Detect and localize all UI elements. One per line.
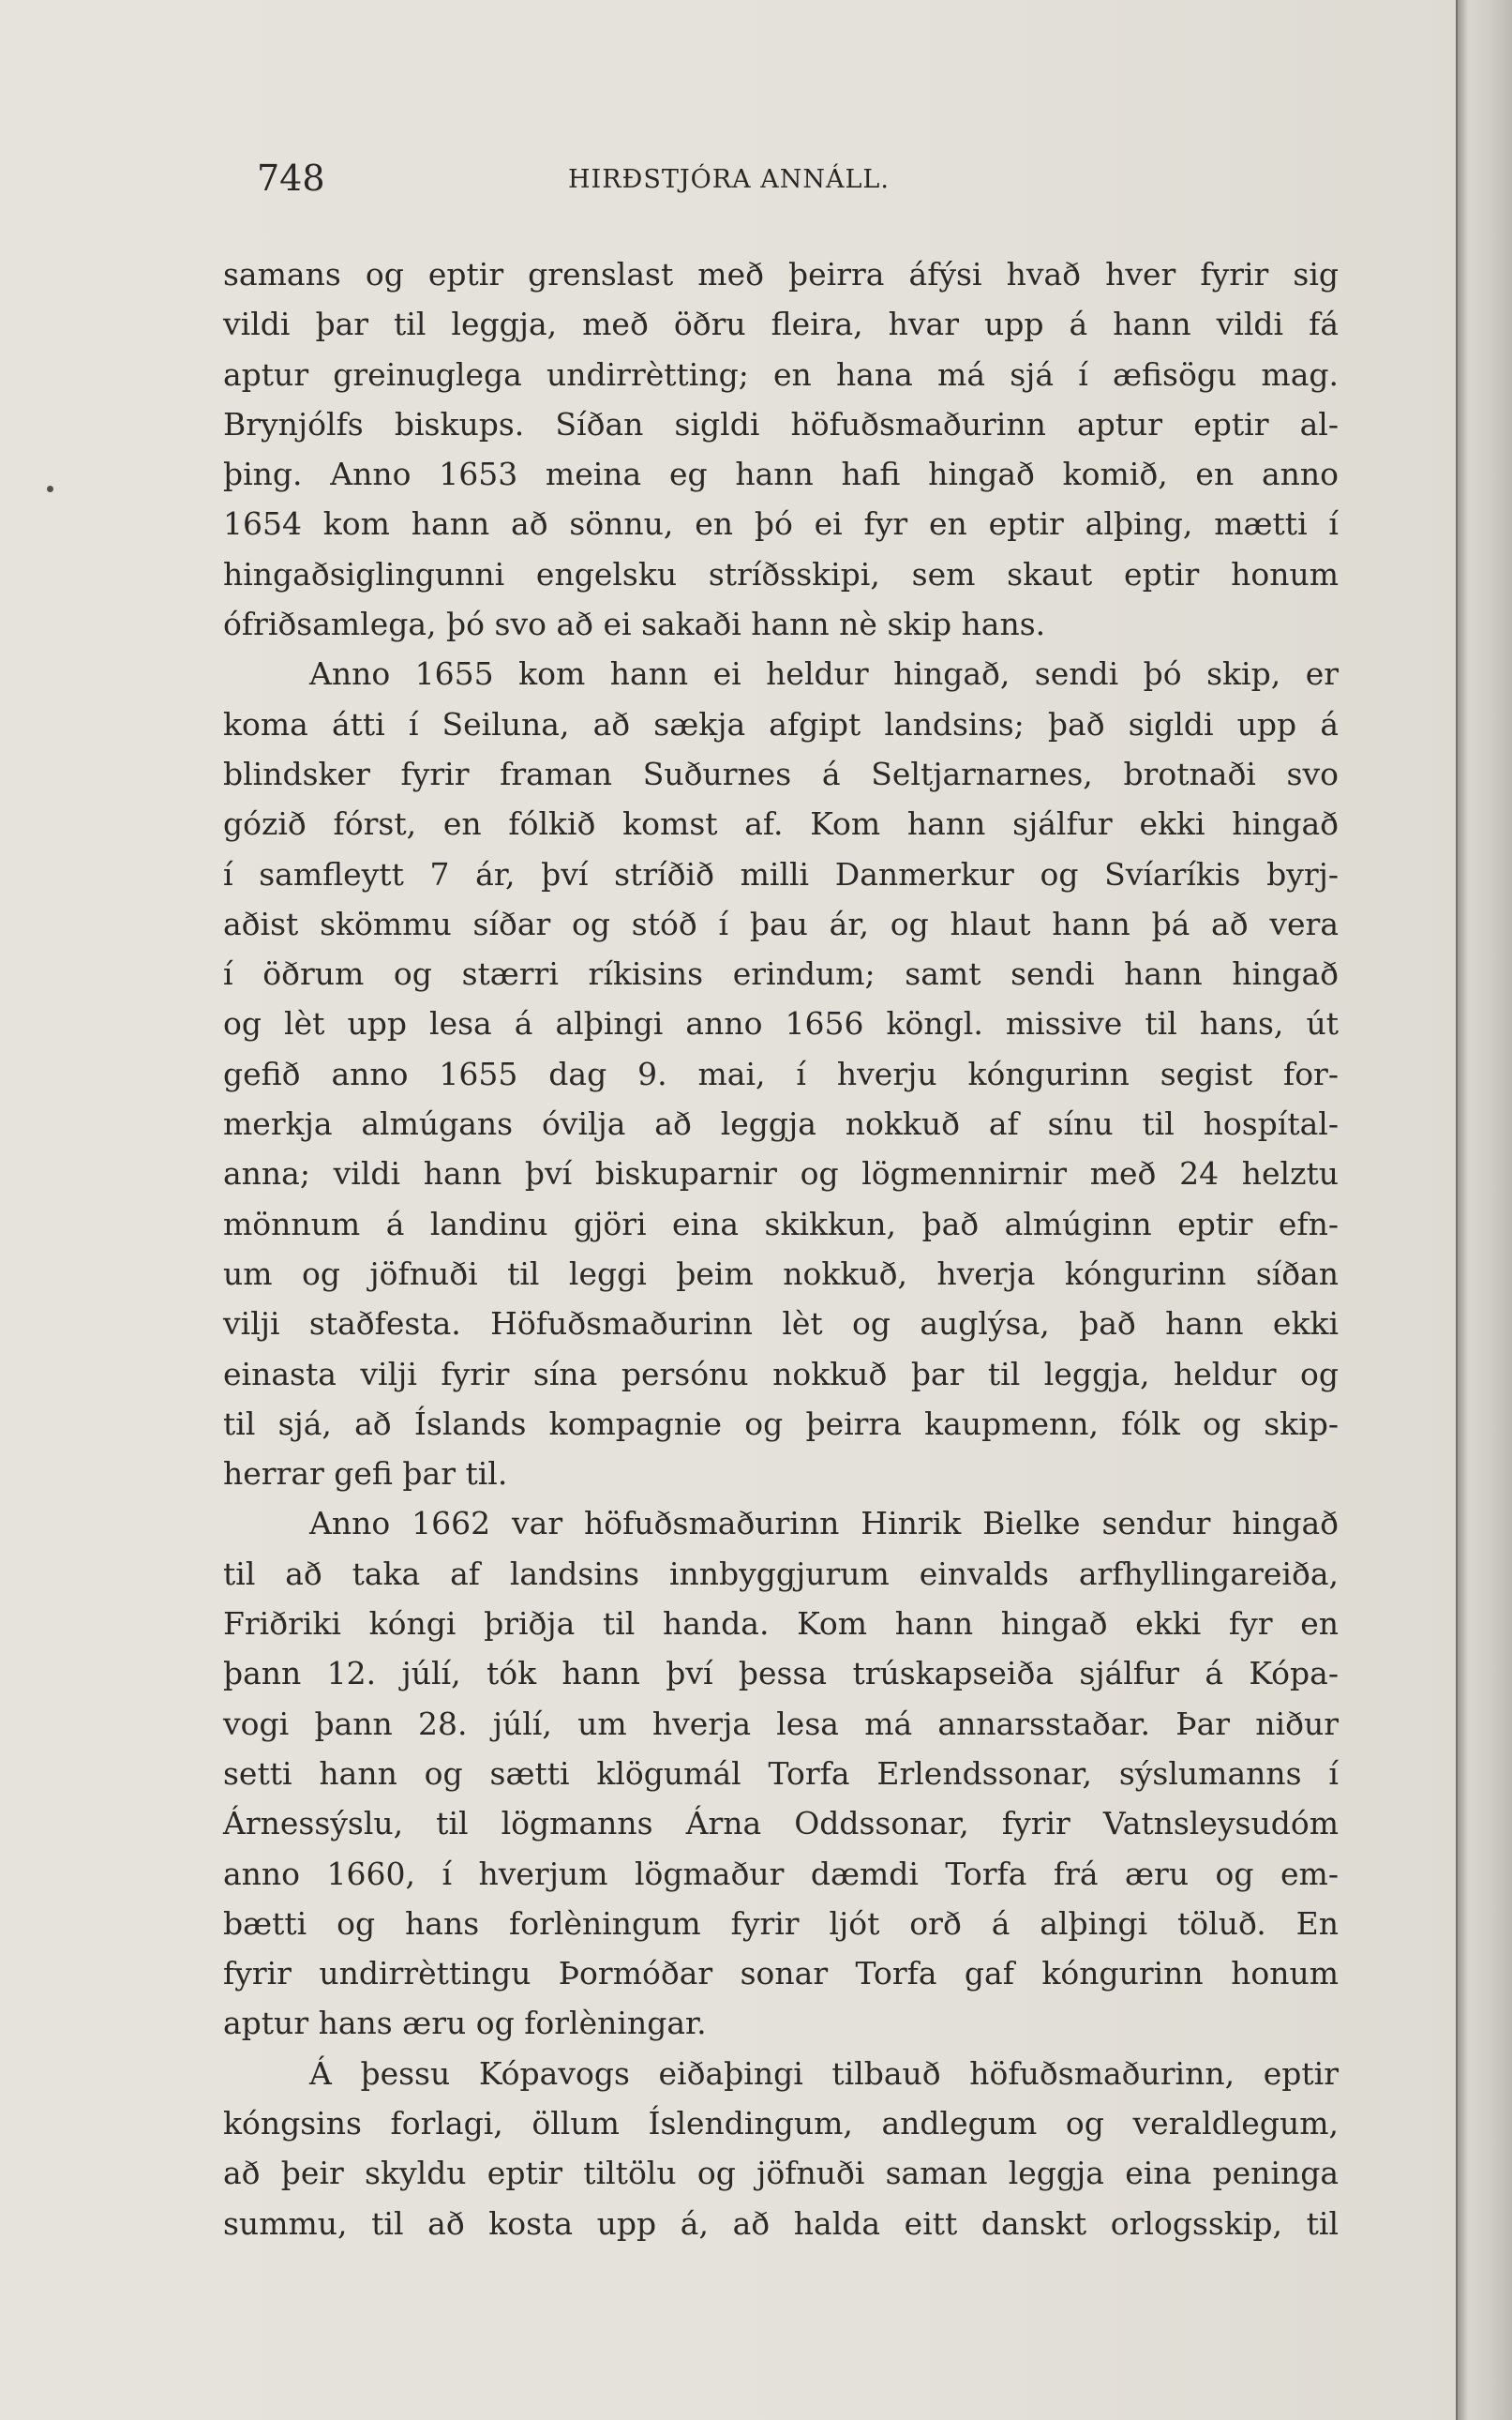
text-line: til að taka af landsins innbyggjurum einvalds arfhyllingareiða,	[223, 1555, 1339, 1592]
page-header	[257, 158, 1325, 214]
text-line: Brynjólfs biskups. Síðan sigldi höfuðsmaðurinn aptur eptir al-	[223, 405, 1339, 443]
text-line: blindsker fyrir framan Suðurnes á Seltjarnarnes, brotnaði svo	[223, 755, 1339, 792]
text-line: að þeir skyldu eptir tiltölu og jöfnuði saman leggja eina peninga	[223, 2155, 1339, 2192]
text-line: þing. Anno 1653 meina eg hann hafi hingað komið, en anno	[223, 456, 1339, 493]
text-line: aptur hans æru og forlèningar.	[223, 2005, 707, 2042]
text-line: hingaðsiglingunni engelsku stríðsskipi, sem skaut eptir honum	[223, 555, 1339, 593]
text-line: vilji staðfesta. Höfuðsmaðurinn lèt og auglýsa, það hann ekki	[223, 1305, 1339, 1343]
text-line: um og jöfnuði til leggi þeim nokkuð, hverja kóngurinn síðan	[223, 1255, 1339, 1292]
facing-page-edge	[1458, 0, 1512, 2420]
text-line: merkja almúgans óvilja að leggja nokkuð af sínu til hospítal-	[223, 1105, 1339, 1143]
paragraph-start-line: Anno 1662 var höfuðsmaðurinn Hinrik Bielke sendur hingað	[309, 1505, 1339, 1542]
text-line: koma átti í Seiluna, að sækja afgipt landsins; það sigldi upp á	[223, 705, 1339, 743]
text-line: gózið fórst, en fólkið komst af. Kom hann sjálfur ekki hingað	[223, 805, 1339, 843]
text-line: gefið anno 1655 dag 9. mai, í hverju kóngurinn segist for-	[223, 1055, 1339, 1092]
paragraph-start-line: Á þessu Kópavogs eiðaþingi tilbauð höfuðsmaðurinn, eptir	[309, 2054, 1339, 2092]
text-line: aptur greinuglega undirrètting; en hana má sjá í æfisögu mag.	[223, 355, 1339, 393]
body-text	[223, 249, 1339, 2248]
text-line: vogi þann 28. júlí, um hverja lesa má annarsstaðar. Þar niður	[223, 1705, 1339, 1742]
text-line: setti hann og sætti klögumál Torfa Erlendssonar, sýslumanns í	[223, 1754, 1339, 1792]
running-title: HIRÐSTJÓRA ANNÁLL.	[568, 165, 890, 194]
text-line: til sjá, að Íslands kompagnie og þeirra kaupmenn, fólk og skip-	[223, 1405, 1339, 1442]
text-line: einasta vilji fyrir sína persónu nokkuð þar til leggja, heldur og	[223, 1355, 1339, 1392]
text-line: ófriðsamlega, þó svo að ei sakaði hann nè skip hans.	[223, 606, 1046, 643]
page-number: 748	[257, 158, 325, 199]
text-line: kóngsins forlagi, öllum Íslendingum, andlegum og veraldlegum,	[223, 2104, 1339, 2142]
text-line: herrar gefi þar til.	[223, 1455, 508, 1493]
text-line: og lèt upp lesa á alþingi anno 1656 köngl. missive til hans, út	[223, 1005, 1339, 1043]
paragraph-start-line: Anno 1655 kom hann ei heldur hingað, sendi þó skip, er	[309, 655, 1339, 693]
text-line: aðist skömmu síðar og stóð í þau ár, og hlaut hann þá að vera	[223, 905, 1339, 942]
paper-speck	[47, 486, 53, 492]
text-line: í öðrum og stærri ríkisins erindum; samt sendi hann hingað	[223, 955, 1339, 993]
text-line: í samfleytt 7 ár, því stríðið milli Danmerkur og Svíaríkis byrj-	[223, 855, 1339, 893]
text-line: Friðriki kóngi þriðja til handa. Kom hann hingað ekki fyr en	[223, 1605, 1339, 1643]
text-line: mönnum á landinu gjöri eina skikkun, það almúginn eptir efn-	[223, 1205, 1339, 1242]
text-line: fyrir undirrèttingu Þormóðar sonar Torfa gaf kóngurinn honum	[223, 1955, 1339, 1992]
text-line: vildi þar til leggja, með öðru fleira, hvar upp á hann vildi fá	[223, 306, 1339, 343]
text-line: bætti og hans forlèningum fyrir ljót orð á alþingi töluð. En	[223, 1904, 1339, 1942]
text-line: Árnessýslu, til lögmanns Árna Oddssonar, fyrir Vatnsleysudóm	[223, 1805, 1339, 1842]
text-line: samans og eptir grenslast með þeirra áfýsi hvað hver fyrir sig	[223, 256, 1339, 293]
text-line: anno 1660, í hverjum lögmaður dæmdi Torfa frá æru og em-	[223, 1855, 1339, 1892]
text-line: summu, til að kosta upp á, að halda eitt danskt orlogsskip, til	[223, 2204, 1339, 2242]
text-line: þann 12. júlí, tók hann því þessa trúskapseiða sjálfur á Kópa-	[223, 1655, 1339, 1692]
text-line: 1654 kom hann að sönnu, en þó ei fyr en eptir alþing, mætti í	[223, 505, 1339, 543]
text-line: anna; vildi hann því biskuparnir og lögmennirnir með 24 helztu	[223, 1155, 1339, 1193]
